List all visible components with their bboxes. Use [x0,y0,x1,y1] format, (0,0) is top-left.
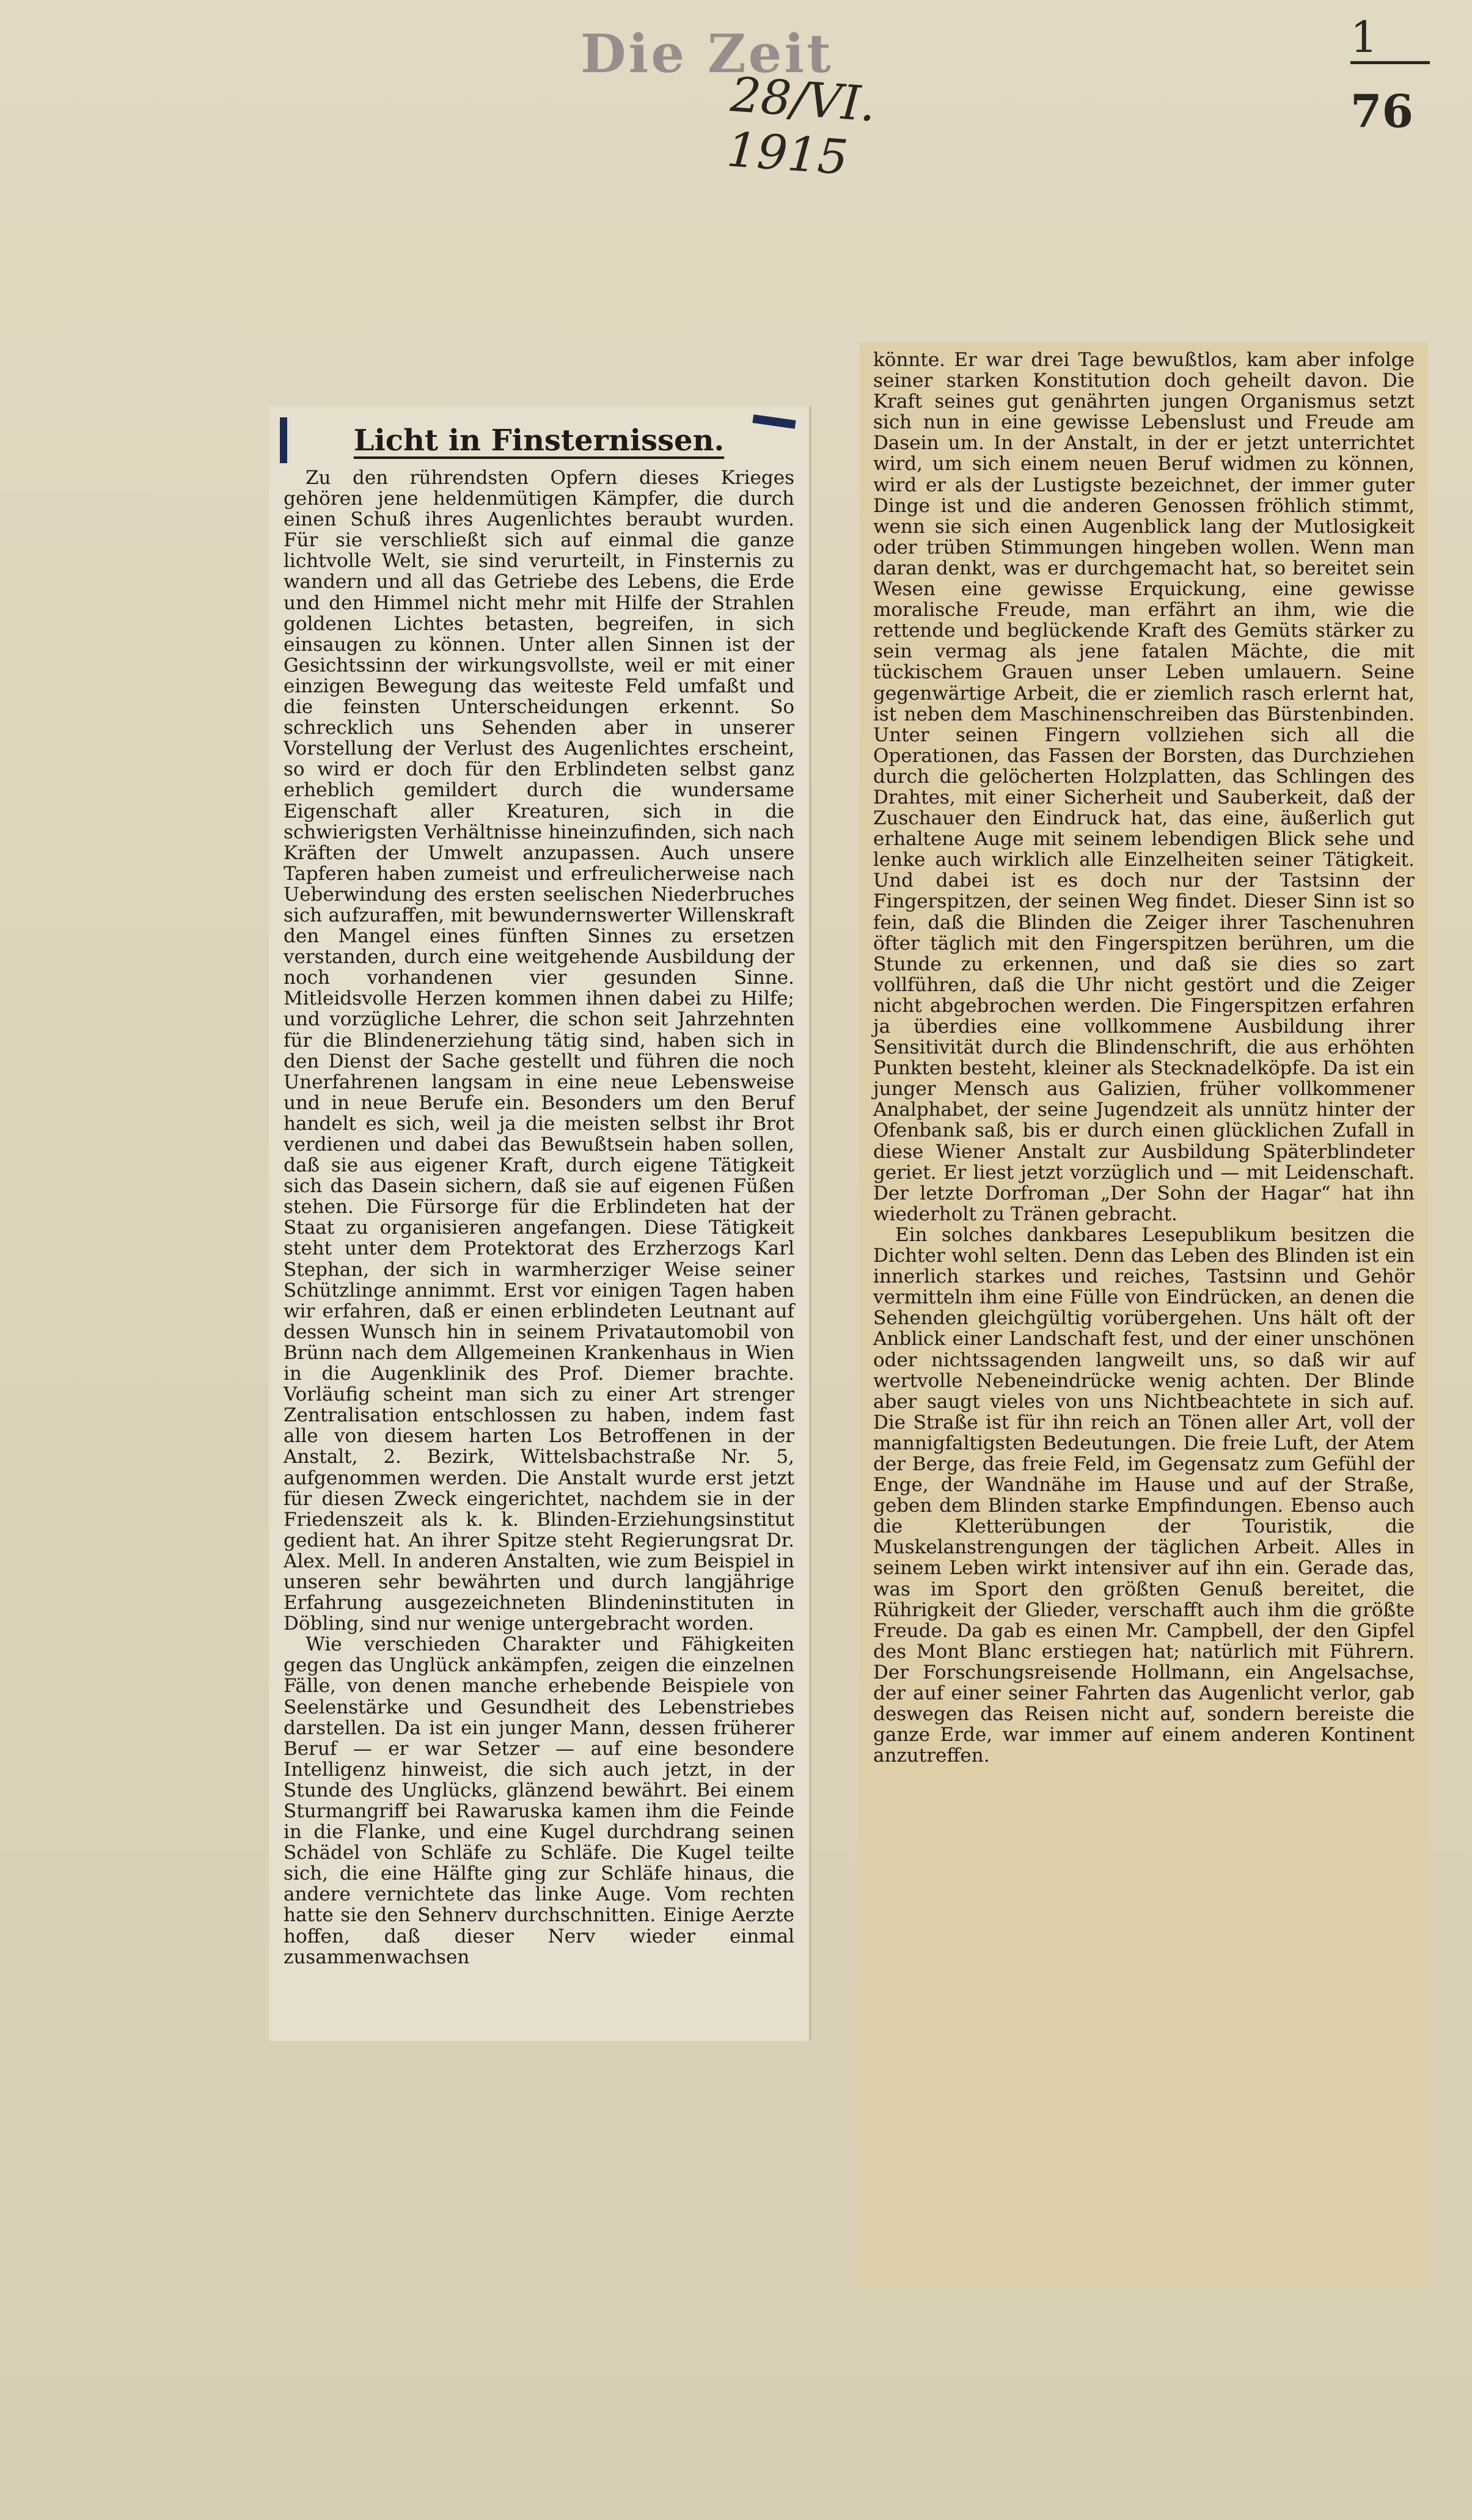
clipping-right-column [860,342,1428,2288]
page-number: 76 [1350,86,1413,138]
newspaper-name-stamp: Die Zeit [580,23,833,85]
article-paragraph: Ein solches dankbares Lesepublikum besitzen die Dichter wohl selten. Denn das Leben des Blinden ist ein innerlich starkes und reiches, Tastsinn und Gehör vermitteln ihm eine Fülle von Eindrücken, an denen die Sehenden gleichgültig vorübergehen. Uns hält oft der Anblick einer Landschaft fest, und der einer unschönen oder nichtssagenden langweilt uns, so daß wir auf wertvolle Nebeneindrücke wenig achten. Der Blinde aber saugt vieles von uns Nichtbeachtete in sich auf. Die Straße ist für ihn reich an Tönen aller Art, voll der mannigfaltigsten Bedeutungen. Die freie Luft, der Atem der Berge, das freie Feld, im Gegensatz zum Gefühl der Enge, der Wandnähe im Hause und auf der Straße, geben dem Blinden starke Empfindungen. Ebenso auch die Kletterübungen der Touristik, die Muskelanstrengungen der täglichen Arbeit. Alles in seinem Leben wirkt intensiver auf ihn ein. Gerade das, was im Sport den größten Genuß bereitet, die Rührigkeit der Glieder, verschafft auch ihm die größte Freude. Da gab es einen Mr. Campbell, der den Gipfel des Mont Blanc erstiegen hat; natürlich mit Führern. Der Forschungsreisende Hollmann, ein Angelsachse, der auf einer seiner Fahrten das Augenlicht verlor, gab deswegen das Reisen nicht auf, sondern bereiste die ganze Erde, war immer auf einem anderen Kontinent anzutreffen. [873,1223,1415,1767]
corner-mark: 1 [1350,12,1430,64]
handwritten-date: 28/VI. 1915 [725,67,877,186]
clipping-left-column [269,406,811,2041]
article-title: Licht in Finsternissen. [353,423,725,458]
article-paragraph: könnte. Er war drei Tage bewußtlos, kam aber infolge seiner starken Konstitution doch geheilt davon. Die Kraft seines gut genährten jungen Organismus setzt sich nun in eine gewisse Lebenslust und Freude am Dasein um. In der Anstalt, in der er jetzt unterrichtet wird, um sich einem neuen Beruf widmen zu können, wird er als der Lustigste bezeichnet, der immer guter Dinge ist und die anderen Genossen fröhlich stimmt, wenn sie sich einen Augenblick lang der Mutlosigkeit oder trüben Stimmungen hingeben wollen. Wenn man daran denkt, was er durchgemacht hat, so bereitet sein Wesen eine gewisse Erquickung, eine gewisse moralische Freude, man erfährt an ihm, wie die rettende und beglückende Kraft des Gemüts stärker zu sein vermag als jene fatalen Mächte, die mit tückischem Grauen unser Leben umlauern. Seine gegenwärtige Arbeit, die er ziemlich rasch erlernt hat, ist neben dem Maschinenschreiben das Bürstenbinden. Unter seinen Fingern vollziehen sich all die Operationen, das Fassen der Borsten, das Durchziehen durch die gelöcherten Holzplatten, das Schlingen des Drahtes, mit einer Sicherheit und Sauberkeit, daß der Zuschauer den Eindruck hat, das eine, äußerlich gut erhaltene Auge mit seinem lebendigen Blick sehe und lenke auch wirklich alle Einzelheiten seiner Tätigkeit. Und dabei ist es doch nur der Tastsinn der Fingerspitzen, der seinen Weg findet. Dieser Sinn ist so fein, daß die Blinden die Zeiger ihrer Taschenuhren öfter täglich mit den Fingerspitzen berühren, um die Stunde zu erkennen, und daß sie dies so zart vollführen, daß die Uhr nicht gestört und die Zeiger nicht abgebrochen werden. Die Fingerspitzen erfahren ja überdies eine vollkommene Ausbildung ihrer Sensitivität durch die Blindenschrift, die aus erhöhten Punkten besteht, kleiner als Stecknadelköpfe. Da ist ein junger Mensch aus Galizien, früher vollkommener Analphabet, der seine Jugendzeit als unnütz hinter der Ofenbank saß, bis er durch einen glücklichen Zufall in diese Wiener Anstalt zur Ausbildung Späterblindeter geriet. Er liest jetzt vorzüglich und — mit Leidenschaft. Der letzte Dorfroman „Der Sohn der Hagar“ hat ihn wiederholt zu Tränen gebracht. [873,349,1415,1225]
article-paragraph: Zu den rührendsten Opfern dieses Krieges gehören jene heldenmütigen Kämpfer, die durch einen Schuß ihres Augenlichtes beraubt wurden. Für sie verschließt sich auf einmal die ganze lichtvolle Welt, sie sind verurteilt, in Finsternis zu wandern und all das Getriebe des Lebens, die Erde und den Himmel nicht mehr mit Hilfe der Strahlen goldenen Lichtes betasten, begreifen, in sich einsaugen zu können. Unter allen Sinnen ist der Gesichtssinn der wirkungsvollste, weil er mit einer einzigen Bewegung das weiteste Feld umfaßt und die feinsten Unterscheidungen erkennt. So schrecklich uns Sehenden aber in unserer Vorstellung der Verlust des Augenlichtes erscheint, so wird er doch für den Erblindeten selbst ganz erheblich gemildert durch die wundersame Eigenschaft aller Kreaturen, sich in die schwierigsten Verhältnisse hineinzufinden, sich nach Kräften der Umwelt anzupassen. Auch unsere Tapferen haben zumeist und erfreulicherweise nach Ueberwindung des ersten seelischen Niederbruches sich aufzuraffen, mit bewundernswerter Willenskraft den Mangel eines fünften Sinnes zu ersetzen verstanden, durch eine weitgehende Ausbildung der noch vorhandenen vier gesunden Sinne. Mitleidsvolle Herzen kommen ihnen dabei zu Hilfe; und vorzügliche Lehrer, die schon seit Jahrzehnten für die Blindenerziehung tätig sind, haben sich in den Dienst der Sache gestellt und führen die noch Unerfahrenen langsam in eine neue Lebensweise und in neue Berufe ein. Besonders um den Beruf handelt es sich, weil ja die meisten selbst ihr Brot verdienen und dabei das Bewußtsein haben sollen, daß sie aus eigener Kraft, durch eigene Tätigkeit sich das Dasein sichern, daß sie auf eigenen Füßen stehen. Die Fürsorge für die Erblindeten hat der Staat zu organisieren angefangen. Diese Tätigkeit steht unter dem Protektorat des Erzherzogs Karl Stephan, der sich in warmherziger Weise seiner Schützlinge annimmt. Erst vor einigen Tagen haben wir erfahren, daß er einen erblindeten Leutnant auf dessen Wunsch hin in seinem Privatautomobil von Brünn nach dem Allgemeinen Krankenhaus in Wien in die Augenklinik des Prof. Diemer brachte. Vorläufig scheint man sich zu einer Art strenger Zentralisation entschlossen zu haben, indem fast alle von diesem harten Los Betroffenen in der Anstalt, 2. Bezirk, Wittelsbachstraße Nr. 5, aufgenommen werden. Die Anstalt wurde erst jetzt für diesen Zweck eingerichtet, nachdem sie in der Friedenszeit als k. k. Blinden-Erziehungsinstitut gedient hat. An ihrer Spitze steht Regierungsrat Dr. Alex. Mell. In anderen Anstalten, wie zum Beispiel in unseren sehr bewährten und durch langjährige Erfahrung ausgezeichneten Blindeninstituten in Döbling, sind nur wenige untergebracht worden. [284,467,794,1635]
article-paragraph: Wie verschieden Charakter und Fähigkeiten gegen das Unglück ankämpfen, zeigen die einzelnen Fälle, von denen manche erhebende Beispiele von Seelenstärke und Gesundheit des Lebenstriebes darstellen. Da ist ein junger Mann, dessen früherer Beruf — er war Setzer — auf eine besondere Intelligenz hinweist, die sich auch jetzt, in der Stunde des Unglücks, glänzend bewährt. Bei einem Sturmangriff bei Rawaruska kamen ihm die Feinde in die Flanke, und eine Kugel durchdrang seinen Schädel von Schläfe zu Schläfe. Die Kugel teilte sich, die eine Hälfte ging zur Schläfe hinaus, die andere vernichtete das linke Auge. Vom rechten hatte sie den Sehnerv durchschnitten. Einige Aerzte hoffen, daß dieser Nerv wieder einmal zusammenwachsen [284,1633,794,1968]
